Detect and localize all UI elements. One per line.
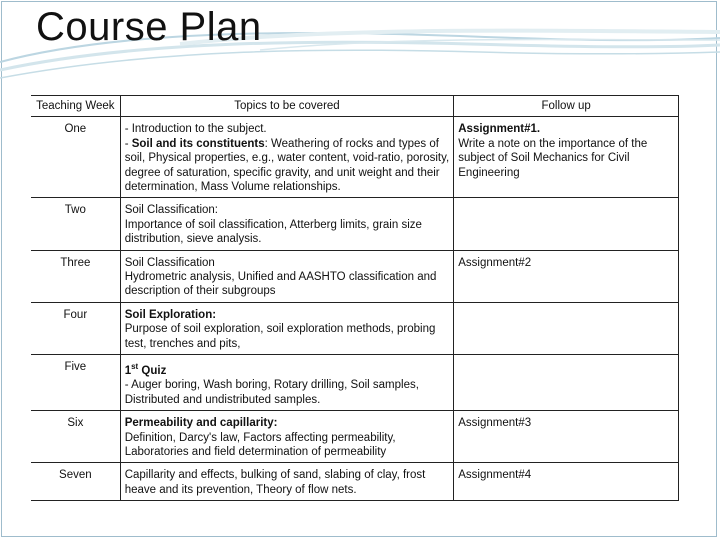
- topic-line: Soil Classification:: [124, 204, 219, 217]
- header-topics: Topics to be covered: [120, 96, 454, 117]
- follow-cell: [454, 117, 679, 198]
- topics-cell: [120, 355, 454, 411]
- follow-cell: [454, 463, 679, 501]
- week-cell: Seven: [31, 463, 120, 501]
- table-row: [31, 463, 679, 501]
- topics-cell: [120, 250, 454, 302]
- topic-line: Importance of soil classification, Atterberg limits, grain size distribution, sieve analysis.: [124, 218, 422, 246]
- topic-bold: 1st Quiz: [124, 362, 167, 377]
- week-cell: Five: [31, 355, 120, 411]
- table-row: [31, 198, 679, 250]
- week-cell: One: [31, 117, 120, 198]
- follow-text: Assignment#3: [458, 417, 532, 430]
- week-cell: Two: [31, 198, 120, 250]
- week-cell: Four: [31, 302, 120, 354]
- topic-line: - Introduction to the subject.: [124, 123, 267, 136]
- topic-line: Soil Classification: [124, 256, 215, 269]
- follow-text: Assignment#2: [458, 256, 532, 269]
- week-cell: Three: [31, 250, 120, 302]
- follow-cell: [454, 250, 679, 302]
- topic-line: Definition, Darcy's law, Factors affecting permeability, Laboratories and field determination of permeability: [124, 431, 396, 458]
- topic-line: Capillarity and effects, bulking of sand, slabing of clay, frost heave and its prevention, Theory of flow nets.: [124, 469, 426, 496]
- ordinal-suffix: st: [131, 362, 139, 372]
- follow-bold: Assignment#1.: [458, 123, 541, 136]
- week-cell: Six: [31, 411, 120, 463]
- table-row: [31, 250, 679, 302]
- topic-line: - Auger boring, Wash boring, Rotary drilling, Soil samples, Distributed and undistributed samples.: [124, 379, 419, 406]
- follow-text: Write a note on the importance of the subject of Soil Mechanics for Civil Engineering: [458, 137, 648, 179]
- header-teaching-week: Teaching Week: [31, 96, 120, 117]
- topics-cell: [120, 302, 454, 354]
- topic-bold: Soil Exploration:: [124, 308, 217, 321]
- topics-cell: [120, 117, 454, 198]
- topic-line: [125, 308, 450, 322]
- topic-line: Hydrometric analysis, Unified and AASHTO classification and description of their subgroups: [124, 271, 437, 298]
- topic-line: Purpose of soil exploration, soil exploration methods, probing test, trenches and pits,: [124, 323, 436, 350]
- topic-line: - Soil and its constituents: Weathering of rocks and types of soil, Physical properties, e.g., water content, void-ratio, porosity, degree of saturation, specific gravity, and unit weight and their determination, Mass Volume relationships.: [124, 137, 450, 194]
- table-row: [31, 117, 679, 198]
- topics-cell: [120, 198, 454, 250]
- topic-bold: Permeability and capillarity:: [124, 417, 278, 430]
- table-header-row: [31, 96, 679, 117]
- page-title: Course Plan: [36, 5, 262, 49]
- topic-line: [125, 416, 450, 430]
- table-row: [31, 302, 679, 354]
- follow-cell: [454, 355, 679, 411]
- follow-cell: [454, 411, 679, 463]
- follow-cell: [454, 302, 679, 354]
- topic-line: [125, 360, 450, 378]
- course-plan-table: [31, 95, 679, 501]
- follow-text: Assignment#4: [458, 469, 532, 482]
- topics-cell: [120, 411, 454, 463]
- topics-cell: [120, 463, 454, 501]
- table-row: [31, 355, 679, 411]
- follow-cell: [454, 198, 679, 250]
- header-follow-up: Follow up: [454, 96, 679, 117]
- topic-bold: Soil and its constituents: [131, 137, 265, 150]
- table-row: [31, 411, 679, 463]
